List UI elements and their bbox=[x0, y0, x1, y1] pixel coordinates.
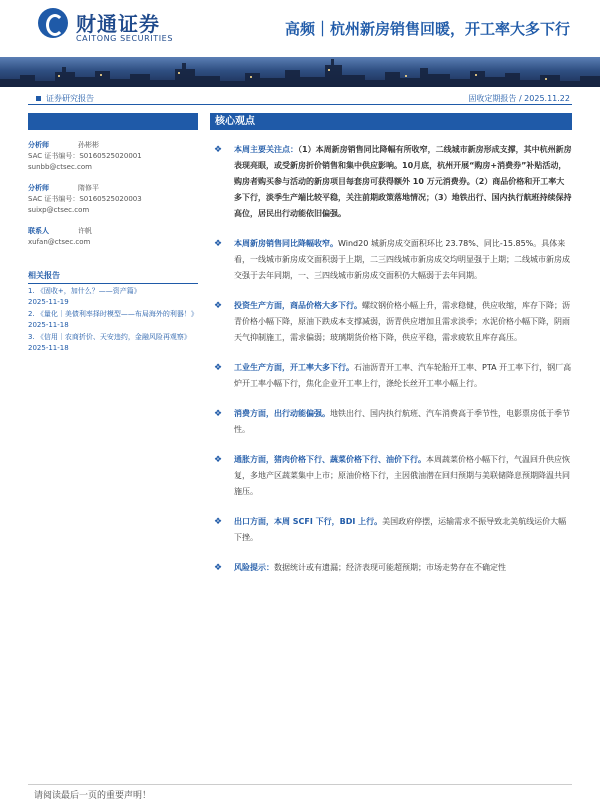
sidebar-header-bar bbox=[28, 113, 198, 130]
key-point-item bbox=[210, 236, 572, 284]
sidebar bbox=[28, 113, 198, 353]
key-point-body: 美国政府停摆，运输需求不振导致北美航线运价大幅下挫。 bbox=[234, 517, 567, 542]
key-point-body: Wind20 城新房成交面积环比 23.78%、同比-15.85%。具体来看，一线城市新房成交面积弱于上期，二三四线城市新房成交均明显强于上期；二线城市新房成交强于去年同期，一、三四线城市新房成交面积仍大幅弱于去年同期。 bbox=[234, 239, 570, 280]
footer-disclaimer: 请阅读最后一页的重要声明！ bbox=[34, 791, 152, 801]
key-point-body: 地铁出行、国内执行航班、汽车消费高于季节性，电影票房低于季节性。 bbox=[234, 409, 570, 434]
report-type-label bbox=[36, 93, 94, 104]
key-point-body: 本周蔬菜价格小幅下行，气温回升供应恢复，多地产区蔬菜集中上市；原油价格下行，主因俄油潜在回归预期与美联储降息预期降温共同施压。 bbox=[234, 455, 570, 496]
contact-role: 联系人 bbox=[28, 227, 49, 235]
risk-warning-body: 数据统计或有遗漏；经济表现可能超预期；市场走势存在不确定性 bbox=[274, 563, 506, 572]
key-point-item bbox=[210, 298, 572, 346]
diamond-bullet-icon: ❖ bbox=[214, 363, 223, 373]
diamond-bullet-icon: ❖ bbox=[214, 517, 223, 527]
square-bullet-icon bbox=[36, 96, 41, 101]
report-date-label: 固收定期报告 / 2025.11.22 bbox=[468, 94, 570, 103]
related-reports-title: 相关报告 bbox=[28, 270, 198, 284]
related-report-date: 2025-11-18 bbox=[28, 343, 69, 352]
skyline-graphic bbox=[0, 57, 600, 87]
analyst-block bbox=[28, 140, 198, 173]
company-logo bbox=[38, 8, 188, 48]
key-point-item bbox=[210, 360, 572, 392]
core-views-title: 核心观点 bbox=[210, 113, 572, 130]
report-type-text: 证券研究报告 bbox=[46, 94, 94, 103]
header-divider bbox=[28, 104, 572, 105]
logo-icon bbox=[38, 8, 68, 38]
logo-chinese-name: 财通证券 bbox=[76, 12, 160, 36]
analyst-cert: SAC 证书编号：S0160525020003 bbox=[28, 195, 142, 203]
related-report-item[interactable] bbox=[28, 332, 198, 353]
diamond-bullet-icon: ❖ bbox=[214, 301, 223, 311]
key-point-body: 石油沥青开工率、汽车轮胎开工率、PTA 开工率下行，钢厂高炉开工率小幅下行，焦化企业开工率上行，涤纶长丝开工率小幅上行。 bbox=[234, 363, 572, 388]
related-report-date: 2025-11-18 bbox=[28, 320, 69, 329]
key-point-body: 螺纹钢价格小幅上升，需求稳健，供应收缩，库存下降；沥青价格小幅下降，原油下跌成本支撑减弱，沥青供应增加且需求淡季；水泥价格小幅下降，阴雨天气抑制施工，需求偏弱；玻璃期货价格下降，供应平稳，需求疲软且库存高压。 bbox=[234, 301, 570, 342]
key-point-bold-text: （1）本周新房销售同比降幅有所收窄，二线城市新房形成支撑，其中杭州新房表现亮眼，或受新房折价销售和集中供应影响。10月底，杭州开展“购房+消费券”补贴活动，购房者购买参与活动的新房项目每套房可获得额外 10 万元消费券。（2）商品价格和开工率大多下行，淡季生产端比较平稳，关注前期政策落地情况；（3）地铁出行、国内执行航班持续保持高位，居民出行动能依旧偏强。 bbox=[234, 145, 572, 218]
contact-email[interactable]: xufan@ctsec.com bbox=[28, 238, 91, 246]
analyst-block bbox=[28, 183, 198, 216]
key-point-heading: 工业生产方面，开工率大多下行。 bbox=[234, 363, 354, 372]
analyst-name: 孙彬彬 bbox=[78, 141, 99, 149]
analyst-email[interactable]: suixp@ctsec.com bbox=[28, 206, 90, 214]
risk-warning-item bbox=[210, 560, 572, 576]
key-point-item bbox=[210, 406, 572, 438]
core-views-section bbox=[210, 113, 572, 576]
key-point-item bbox=[210, 142, 572, 222]
key-point-heading: 通胀方面，猪肉价格下行、蔬菜价格下行、油价下行。 bbox=[234, 455, 426, 464]
diamond-bullet-icon: ❖ bbox=[214, 563, 223, 573]
related-report-link[interactable]: 2. 《量化｜美债利率择时模型——布局海外的利器！》 bbox=[28, 310, 198, 318]
analyst-role: 分析师 bbox=[28, 184, 49, 192]
city-skyline-banner bbox=[0, 57, 600, 87]
diamond-bullet-icon: ❖ bbox=[214, 239, 223, 249]
contact-name: 许帆 bbox=[78, 227, 92, 235]
related-report-link[interactable]: 1. 《固收+，加什么？——资产篇》 bbox=[28, 287, 141, 295]
diamond-bullet-icon: ❖ bbox=[214, 145, 223, 155]
analyst-email[interactable]: sunbb@ctsec.com bbox=[28, 163, 92, 171]
related-report-item[interactable] bbox=[28, 286, 198, 307]
analyst-role: 分析师 bbox=[28, 141, 49, 149]
key-point-heading: 本周主要关注点： bbox=[234, 145, 298, 154]
key-point-item bbox=[210, 514, 572, 546]
diamond-bullet-icon: ❖ bbox=[214, 455, 223, 465]
footer-divider bbox=[28, 784, 572, 785]
related-report-date: 2025-11-19 bbox=[28, 297, 69, 306]
key-point-heading: 投资生产方面，商品价格大多下行。 bbox=[234, 301, 362, 310]
related-report-link[interactable]: 3. 《信用｜农商折价、天安违约，金融风险再观察》 bbox=[28, 333, 191, 341]
key-point-item bbox=[210, 452, 572, 500]
key-point-heading: 出口方面，本周 SCFI 下行，BDI 上行。 bbox=[234, 517, 383, 526]
logo-english-name: CAITONG SECURITIES bbox=[76, 34, 173, 43]
diamond-bullet-icon: ❖ bbox=[214, 409, 223, 419]
analyst-cert: SAC 证书编号：S0160525020001 bbox=[28, 152, 142, 160]
analyst-name: 隋修平 bbox=[78, 184, 99, 192]
related-report-item[interactable] bbox=[28, 309, 198, 330]
report-title: 高频｜杭州新房销售回暖，开工率大多下行 bbox=[284, 20, 570, 38]
key-point-heading: 消费方面，出行动能偏强。 bbox=[234, 409, 330, 418]
risk-warning-heading: 风险提示： bbox=[234, 563, 274, 572]
contact-block bbox=[28, 226, 198, 248]
key-point-heading: 本周新房销售同比降幅收窄。 bbox=[234, 239, 338, 248]
